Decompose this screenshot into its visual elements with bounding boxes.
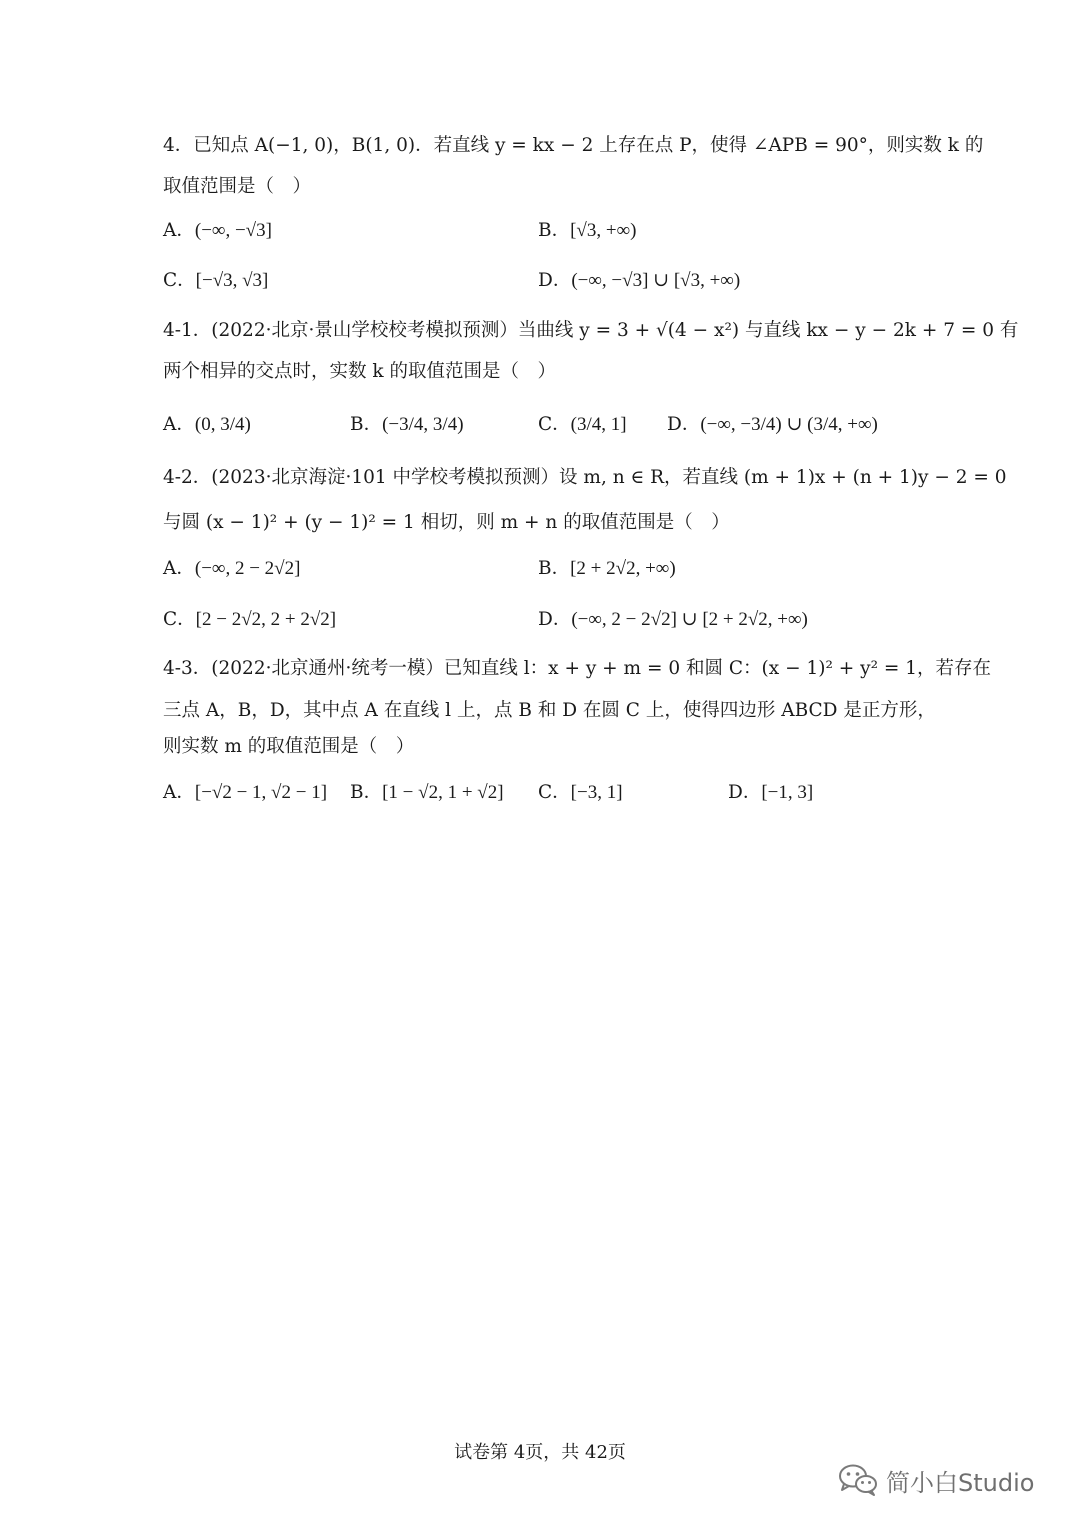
watermark-text: 简小白Studio [886,1468,1035,1497]
problem-stem-line: 取值范围是（ ） [163,176,312,197]
watermark [838,1460,1034,1500]
option-a: A．[−√2 − 1, √2 − 1] [163,782,328,803]
option-b: B．[√3, +∞) [538,220,637,241]
option-value: (−∞, −3/4) ∪ (3/4, +∞) [700,414,878,435]
problem-stem-line: 4-1．(2022·北京·景山学校校考模拟预测）当曲线 y = 3 + √(4 − x²) 与直线 kx − y − 2k + 7 = 0 有 [163,320,1019,341]
option-a: A．(0, 3/4) [163,414,251,435]
problem-stem-line: 4-3．(2022·北京通州·统考一模）已知直线 l：x + y + m = 0 和圆 C：(x − 1)² + y² = 1，若存在 [163,658,992,679]
option-c: C．[−3, 1] [538,782,623,803]
option-value: [−√2 − 1, √2 − 1] [194,782,328,803]
option-value: (−∞, −√3] ∪ [√3, +∞) [571,270,741,291]
option-a: A．(−∞, −√3] [163,220,272,241]
option-b: B．[1 − √2, 1 + √2] [350,782,504,803]
option-d: D．[−1, 3] [728,782,814,803]
wechat-icon [838,1463,878,1497]
option-value: [2 − 2√2, 2 + 2√2] [195,609,337,630]
option-value: [−1, 3] [761,782,814,803]
option-value: (−∞, 2 − 2√2] [194,558,301,579]
option-value: (3/4, 1] [570,414,627,435]
option-value: (−∞, −√3] [194,220,272,241]
option-c: C．(3/4, 1] [538,414,627,435]
option-b: B．[2 + 2√2, +∞) [538,558,676,579]
option-c: C．[2 − 2√2, 2 + 2√2] [163,609,337,630]
option-value: (0, 3/4) [194,414,251,435]
page-footer: 试卷第 4页，共 42页 [454,1442,626,1463]
option-value: [−√3, √3] [195,270,269,291]
option-value: [1 − √2, 1 + √2] [382,782,504,803]
option-value: (−3/4, 3/4) [382,414,464,435]
option-value: (−∞, 2 − 2√2] ∪ [2 + 2√2, +∞) [571,609,808,630]
option-value: [−3, 1] [570,782,623,803]
option-b: B．(−3/4, 3/4) [350,414,464,435]
problem-stem-line: 三点 A，B，D，其中点 A 在直线 l 上，点 B 和 D 在圆 C 上，使得四边形 ABCD 是正方形， [163,700,936,721]
option-d: D．(−∞, −3/4) ∪ (3/4, +∞) [667,414,878,435]
option-value: [√3, +∞) [570,220,637,241]
problem-stem-line: 4．已知点 A(−1, 0)，B(1, 0)．若直线 y = kx − 2 上存在点 P，使得 ∠APB = 90°，则实数 k 的 [163,135,984,156]
option-value: [2 + 2√2, +∞) [570,558,676,579]
problem-stem-line: 4-2．(2023·北京海淀·101 中学校考模拟预测）设 m, n ∈ R，若直线 (m + 1)x + (n + 1)y − 2 = 0 [163,467,1007,488]
option-c: C．[−√3, √3] [163,270,269,291]
problem-stem-line: 则实数 m 的取值范围是（ ） [163,736,415,757]
option-a: A．(−∞, 2 − 2√2] [163,558,301,579]
option-d: D．(−∞, 2 − 2√2] ∪ [2 + 2√2, +∞) [538,609,808,630]
option-d: D．(−∞, −√3] ∪ [√3, +∞) [538,270,741,291]
problem-stem-line: 两个相异的交点时，实数 k 的取值范围是（ ） [163,361,556,382]
problem-stem-line: 与圆 (x − 1)² + (y − 1)² = 1 相切，则 m + n 的取值范围是（ ） [163,512,730,533]
